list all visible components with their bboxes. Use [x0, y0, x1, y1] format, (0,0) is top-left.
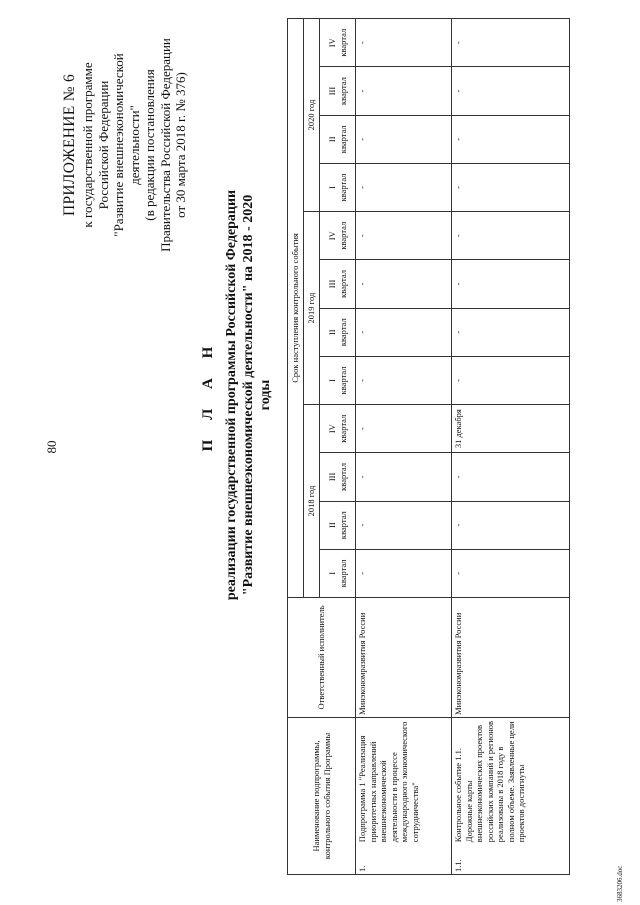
appendix-line: Правительства Российской Федерации [157, 38, 173, 252]
header-quarter: IV квартал [320, 19, 356, 67]
quarter-cell: - [356, 163, 452, 211]
header-executor: Ответственный исполнитель [288, 597, 356, 717]
quarter-cell: - [356, 212, 452, 260]
quarter-cell: - [356, 356, 452, 404]
quarter-cell: - [356, 549, 452, 597]
row-executor: Минэкономразвития России [452, 597, 570, 717]
header-quarter: III квартал [320, 260, 356, 308]
plan-title-line2: "Развитие внешнеэкономической деятельности" на 2018 - 2020 годы [241, 194, 273, 596]
quarter-cell: - [452, 356, 570, 404]
row-name: Контрольное событие 1.1. Дорожные карты внешнеэкономических проектов российских компаний и регионов реализованы в 2018 году в полном объеме. Заявленные цели проектов достигнуты [452, 717, 570, 844]
header-quarter: III квартал [320, 453, 356, 501]
appendix-line: деятельности" [126, 105, 142, 185]
quarter-cell: - [452, 549, 570, 597]
quarter-cell: - [452, 260, 570, 308]
quarter-cell: - [452, 67, 570, 115]
table-row [356, 19, 452, 875]
quarter-cell: - [356, 260, 452, 308]
header-year-2019: 2019 год [304, 212, 320, 405]
quarter-cell: - [356, 453, 452, 501]
row-number: 1.1. [452, 844, 570, 874]
quarter-cell: - [356, 501, 452, 549]
quarter-cell: - [452, 212, 570, 260]
row-name: Подпрограмма 1 "Реализация приоритетных направлений внешнеэкономической деятельности в процессе международного экономического сотрудничества" [356, 717, 452, 844]
appendix-block [60, 25, 189, 265]
header-quarter: I квартал [320, 356, 356, 404]
appendix-title: ПРИЛОЖЕНИЕ № 6 [61, 73, 78, 217]
header-deadline: Срок наступления контрольного события [288, 19, 304, 598]
plan-heading: П Л А Н [200, 338, 216, 452]
quarter-cell: - [452, 501, 570, 549]
quarter-cell: - [356, 67, 452, 115]
header-quarter: I квартал [320, 163, 356, 211]
header-quarter: II квартал [320, 115, 356, 163]
quarter-cell: - [452, 453, 570, 501]
quarter-cell: - [356, 115, 452, 163]
quarter-cell: - [452, 163, 570, 211]
appendix-line: (в редакции постановления [142, 69, 157, 221]
appendix-line: Российской Федерации [95, 80, 111, 210]
document-id: 3683206.doc [616, 865, 624, 902]
quarter-cell: - [356, 308, 452, 356]
quarter-cell: 31 декабря [452, 405, 570, 453]
row-number: 1. [356, 844, 452, 874]
appendix-line: к государственной программе [80, 62, 95, 228]
row-executor: Минэкономразвития России [356, 597, 452, 717]
appendix-line: от 30 марта 2018 г. № 376) [173, 72, 188, 218]
header-quarter: II квартал [320, 501, 356, 549]
header-quarter: I квартал [320, 549, 356, 597]
quarter-cell: - [452, 308, 570, 356]
appendix-line: "Развитие внешнеэкономической [111, 53, 126, 237]
plan-title [200, 185, 274, 605]
quarter-cell: - [452, 19, 570, 67]
header-quarter: IV квартал [320, 405, 356, 453]
header-year-2018: 2018 год [304, 405, 320, 598]
quarter-cell: - [356, 19, 452, 67]
plan-title-line1: реализации государственной программы Российской Федерации [224, 189, 239, 601]
header-quarter: IV квартал [320, 212, 356, 260]
header-name: Наименование подпрограммы, контрольного события Программы [288, 717, 356, 874]
plan-table [287, 18, 570, 875]
page-number: 80 [44, 440, 59, 454]
quarter-cell: - [452, 115, 570, 163]
quarter-cell: - [356, 405, 452, 453]
header-quarter: III квартал [320, 67, 356, 115]
header-year-2020: 2020 год [304, 19, 320, 212]
table-row [452, 19, 570, 875]
header-quarter: II квартал [320, 308, 356, 356]
